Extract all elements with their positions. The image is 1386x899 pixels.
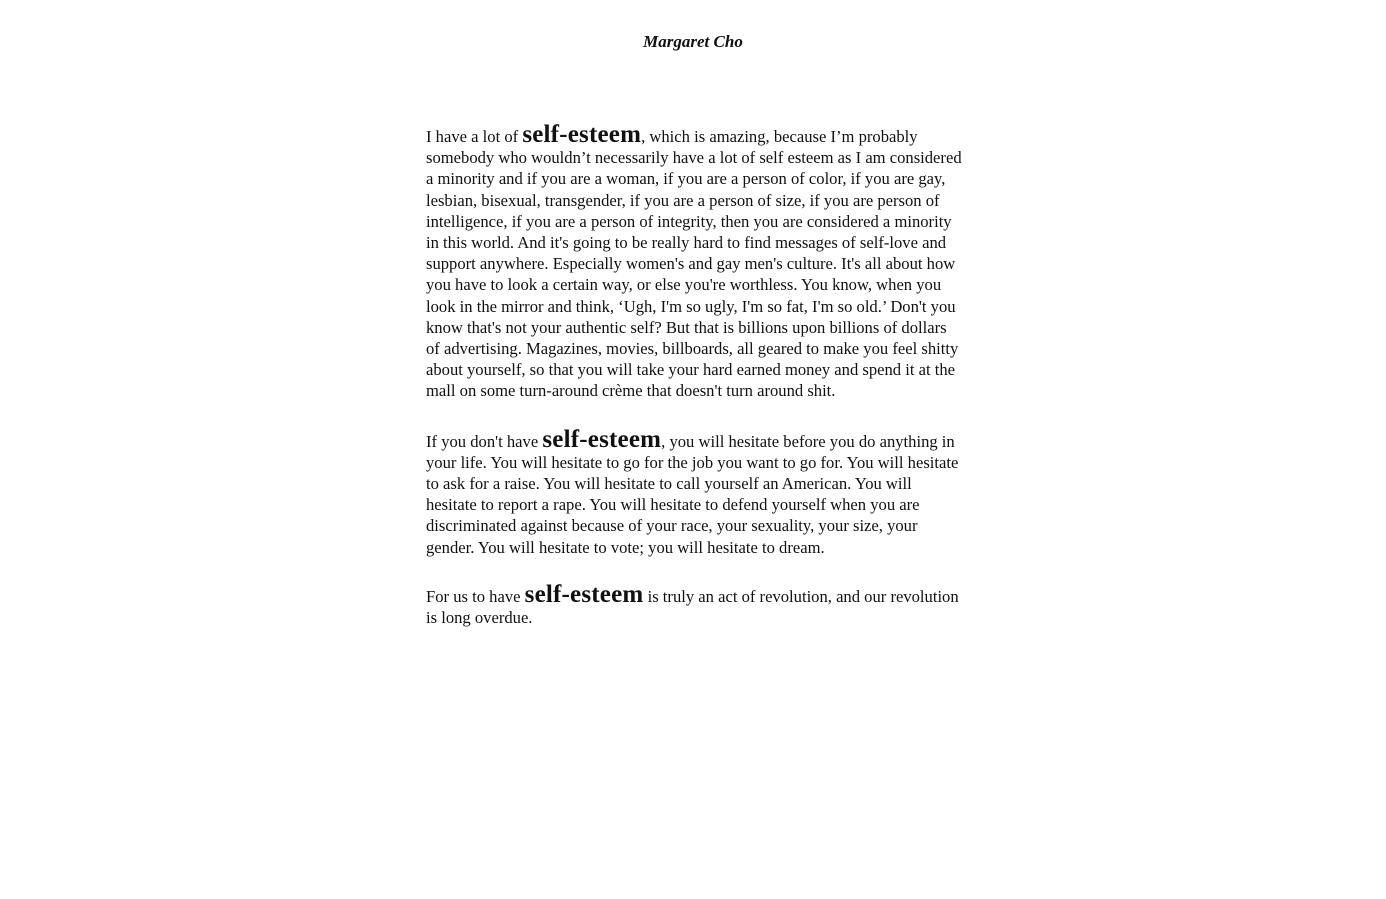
quote-paragraph-3 [426,580,964,628]
keyword-emphasis-1: self-esteem [522,121,642,148]
paragraph-2-lead-text: If you don't have [426,431,543,451]
keyword-emphasis-2: self-esteem [542,425,662,453]
quote-paragraph-1 [426,121,964,402]
author-heading: Margaret Cho [643,32,743,51]
paragraph-1-lead-text: I have a lot of [426,127,523,146]
paragraph-1-body-text: , which is amazing, because I’m probably somebody who wouldn’t necessarily have a lot of self esteem as I am considered a minority and if you are a woman, if you are a person of color, if you are gay, lesbian, bisexual, transgender, if you are a person of size, if you are person of intelligence, if you are a person of integrity, then you are considered a minority in this world. And it's going to be really hard to find messages of self-love and support anywhere. Especially women's and gay men's culture. It's all about how you have to look a certain way, or else you're worthless. You know, when you look in the mirror and think, ‘Ugh, I'm so ugly, I'm so fat, I'm so old.’ Don't you know that's not your authentic self? But that is billions upon billions of dollars of advertising. Magazines, movies, billboards, all geared to make you feel shitty about yourself, so that you will take your hard earned money and spend it at the mall on some turn-around crème that doesn't turn around shit. [426,127,962,401]
quote-paragraph-2 [426,425,964,558]
paragraph-3-body-text: is truly an act of revolution, and our revolution is long overdue. [426,586,959,628]
paragraph-3-lead-text: For us to have [426,586,525,606]
keyword-emphasis-3: self-esteem [524,580,644,608]
paragraph-2-body-text: , you will hesitate before you do anything in your life. You will hesitate to go for the job you want to go for. You will hesitate to ask for a raise. You will hesitate to call yourself an American. You will hesitate to report a rape. You will hesitate to defend yourself when you are discriminated against because of your race, your sexuality, your size, your gender. You will hesitate to vote; you will hesitate to dream. [426,431,959,557]
quote-body [426,121,964,655]
